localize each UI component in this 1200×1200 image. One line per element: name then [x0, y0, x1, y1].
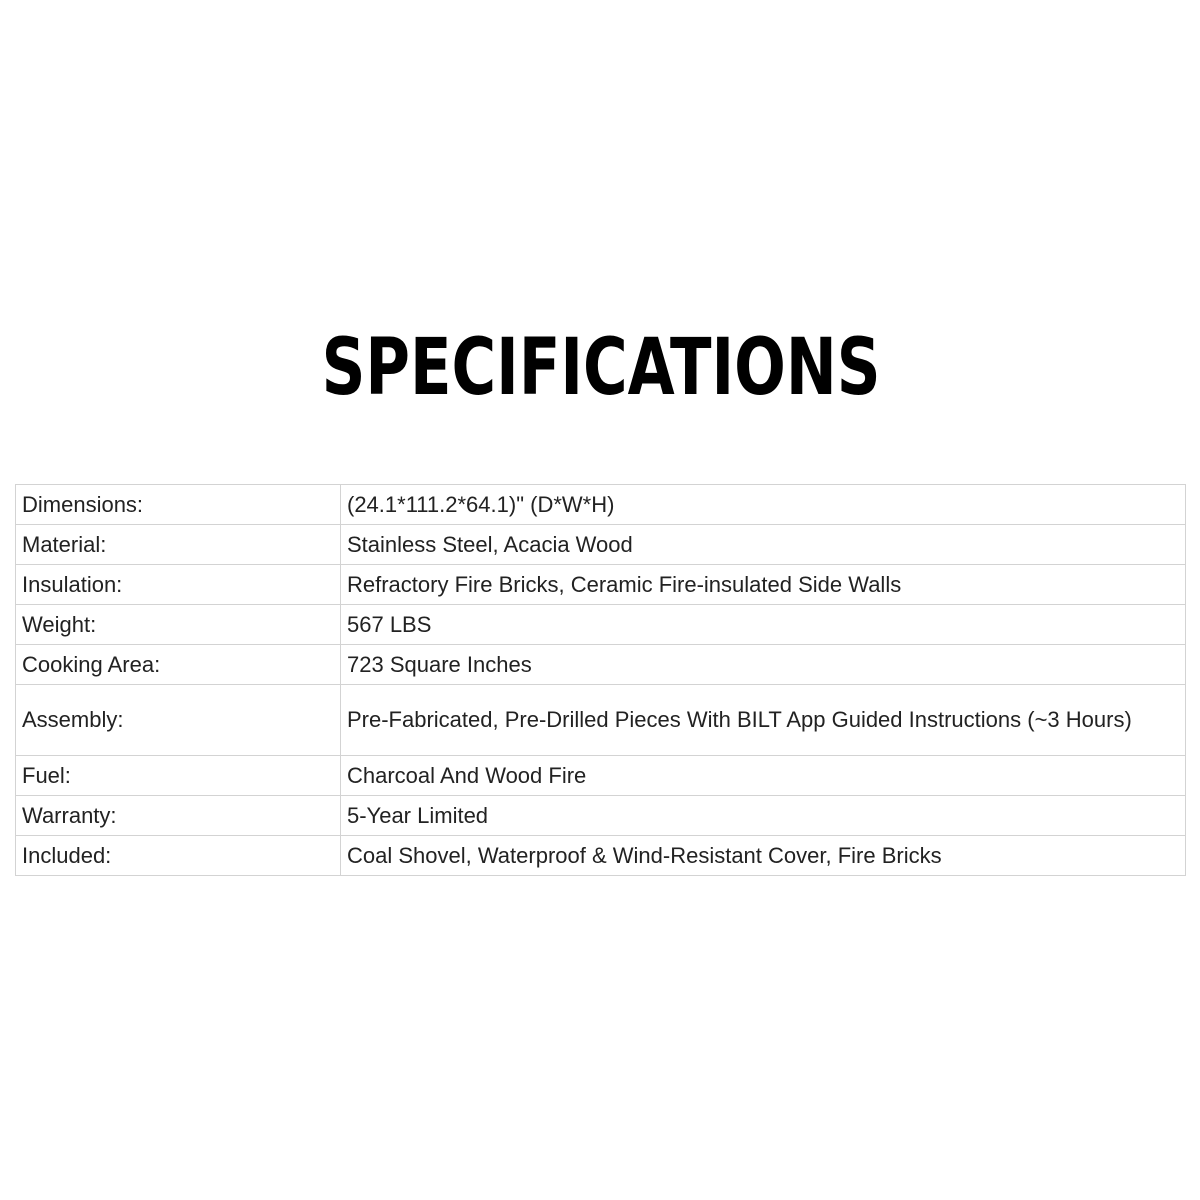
spec-label: Included:: [16, 836, 341, 876]
table-row: [16, 485, 1186, 525]
spec-value: Stainless Steel, Acacia Wood: [341, 525, 1186, 565]
spec-label: Warranty:: [16, 796, 341, 836]
table-row: [16, 645, 1186, 685]
spec-value: 723 Square Inches: [341, 645, 1186, 685]
spec-label: Insulation:: [16, 565, 341, 605]
table-row: [16, 685, 1186, 756]
table-row: [16, 836, 1186, 876]
spec-value: 567 LBS: [341, 605, 1186, 645]
spec-value: Coal Shovel, Waterproof & Wind-Resistant Cover, Fire Bricks: [341, 836, 1186, 876]
spec-value: 5-Year Limited: [341, 796, 1186, 836]
page-title: SPECIFICATIONS: [321, 323, 881, 413]
spec-label: Fuel:: [16, 756, 341, 796]
spec-value: Refractory Fire Bricks, Ceramic Fire-insulated Side Walls: [341, 565, 1186, 605]
spec-label: Material:: [16, 525, 341, 565]
spec-value: Pre-Fabricated, Pre-Drilled Pieces With BILT App Guided Instructions (~3 Hours): [341, 685, 1186, 756]
specifications-table: [15, 484, 1186, 876]
table-row: [16, 605, 1186, 645]
spec-value: Charcoal And Wood Fire: [341, 756, 1186, 796]
spec-value: (24.1*111.2*64.1)" (D*W*H): [341, 485, 1186, 525]
table-row: [16, 525, 1186, 565]
spec-label: Cooking Area:: [16, 645, 341, 685]
table-row: [16, 565, 1186, 605]
spec-label: Weight:: [16, 605, 341, 645]
table-row: [16, 796, 1186, 836]
table-row: [16, 756, 1186, 796]
spec-label: Dimensions:: [16, 485, 341, 525]
spec-label: Assembly:: [16, 685, 341, 756]
